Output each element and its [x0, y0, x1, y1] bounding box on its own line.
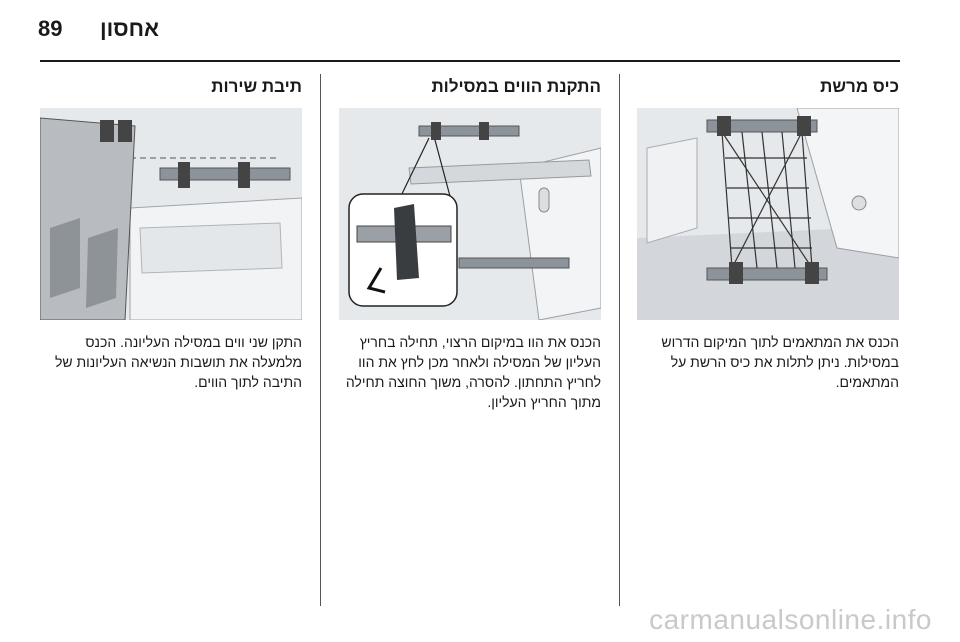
- header-rule: [40, 60, 900, 62]
- column-divider: [320, 74, 321, 606]
- footer-watermark-url[interactable]: carmanualsonline.info: [649, 604, 932, 635]
- column-net-pocket: [637, 70, 899, 392]
- net-pocket-illustration: [637, 108, 899, 320]
- column-divider: [619, 74, 620, 606]
- column-heading: תיבת שירות: [211, 77, 302, 96]
- service-box-illustration: [40, 108, 302, 320]
- column-body-text: הכנס את המתאמים לתוך המיקום הדרוש במסילות. ניתן לתלות את כיס הרשת על המתאמים.: [661, 334, 899, 390]
- column-body-text: התקן שני ווים במסילה העליונה. הכנס מלמעלה את תושבות הנשיאה העליונות של התיבה לתוך הווים.: [54, 334, 302, 390]
- column-body-text: הכנס את הוו במיקום הרצוי, תחילה בחריץ העליון של המסילה ולאחר מכן לחץ את הוו לחריץ התחתון. להסרה, משוך החוצה תחילה מתוך החריץ העליון.: [345, 334, 601, 410]
- column-heading: כיס מרשת: [820, 77, 899, 96]
- column-heading: התקנת הווים במסילות: [431, 77, 601, 96]
- hook-installation-illustration: [339, 108, 601, 320]
- column-service-box: [40, 70, 302, 392]
- page-number: 89: [38, 16, 63, 41]
- section-title: אחסון: [100, 16, 160, 41]
- column-hook-installation: [339, 70, 601, 412]
